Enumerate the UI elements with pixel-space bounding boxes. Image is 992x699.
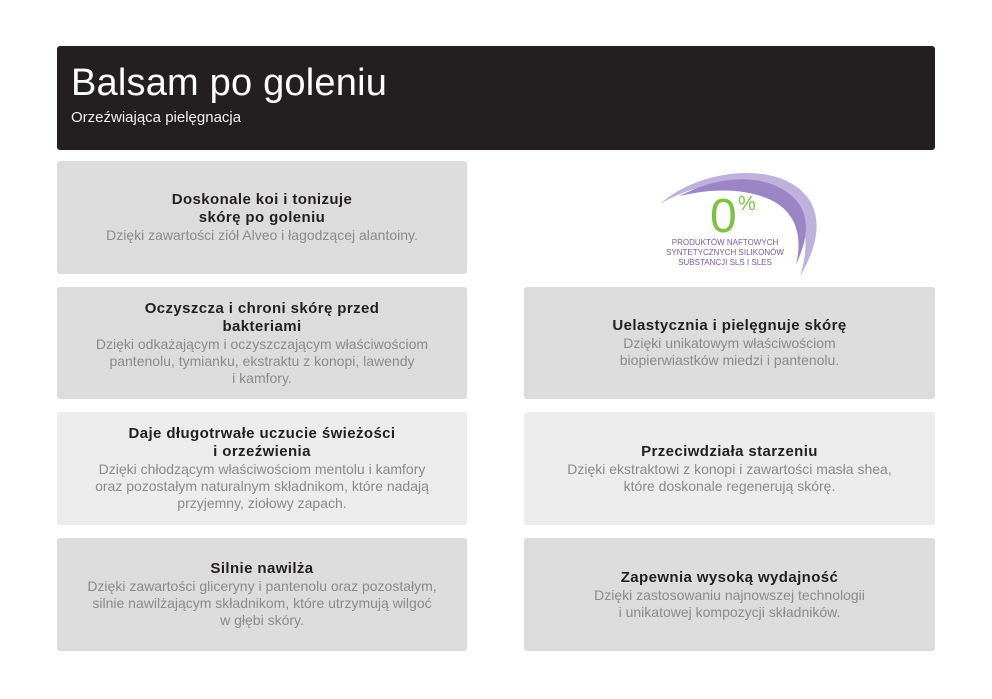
badge-line-3: SUBSTANCJI SLS I SLES — [678, 258, 772, 267]
feature-title: Daje długotrwałe uczucie świeżości i orzeźwienia — [128, 425, 396, 460]
feature-card-freshness — [57, 412, 467, 525]
feature-description: Dzięki chłodzącym właściwościom mentolu i kamfory oraz pozostałym naturalnym składnikom, które nadają przyjemny, ziołowy zapach. — [95, 461, 429, 511]
feature-card-soothes — [57, 161, 467, 274]
feature-card-moisturizes — [57, 538, 467, 651]
feature-description: Dzięki zawartości ziół Alveo i łagodzącej alantoiny. — [106, 227, 418, 243]
badge-line-1: PRODUKTÓW NAFTOWYCH — [671, 238, 779, 247]
feature-description: Dzięki ekstraktowi z konopi i zawartości masła shea, które doskonale regenerują skórę. — [567, 460, 892, 494]
zero-text: 0 — [710, 190, 737, 243]
percent-text: % — [738, 193, 756, 215]
zero-percent-badge — [640, 160, 820, 278]
feature-title: Doskonale koi i tonizuje skórę po goleniu — [171, 191, 353, 226]
swoosh-icon — [640, 160, 820, 278]
feature-title: Oczyszcza i chroni skórę przed bakteriami — [144, 299, 380, 335]
feature-card-efficiency — [524, 538, 935, 651]
badge-line-2: SYNTETYCZNYCH SILIKONÓW — [666, 248, 784, 257]
feature-title: Zapewnia wysoką wydajność — [620, 568, 839, 586]
feature-title: Uelastycznia i pielęgnuje skórę — [612, 317, 847, 334]
feature-description: Dzięki odkażającym i oczyszczającym właściwościom pantenolu, tymianku, ekstraktu z konopi, lawendy i kamfory. — [95, 335, 429, 386]
feature-card-elasticity — [524, 287, 935, 399]
header-banner — [57, 46, 935, 150]
page-title: Balsam po goleniu — [71, 62, 388, 104]
feature-title: Przeciwdziała starzeniu — [641, 442, 818, 460]
feature-title: Silnie nawilża — [210, 560, 314, 577]
page-subtitle: Orzeźwiająca pielęgnacja — [71, 109, 242, 126]
feature-description: Dzięki zawartości gliceryny i pantenolu oraz pozostałym, silnie nawilżającym składnikom, które utrzymują wilgoć w głębi skóry. — [87, 578, 437, 628]
feature-description: Dzięki zastosowaniu najnowszej technologii i unikatowej kompozycji składników. — [594, 586, 865, 620]
feature-card-cleanses — [57, 287, 467, 399]
feature-description: Dzięki unikatowym właściwościom biopierwiastków miedzi i pantenolu. — [619, 335, 840, 368]
feature-card-anti-aging — [524, 412, 935, 525]
